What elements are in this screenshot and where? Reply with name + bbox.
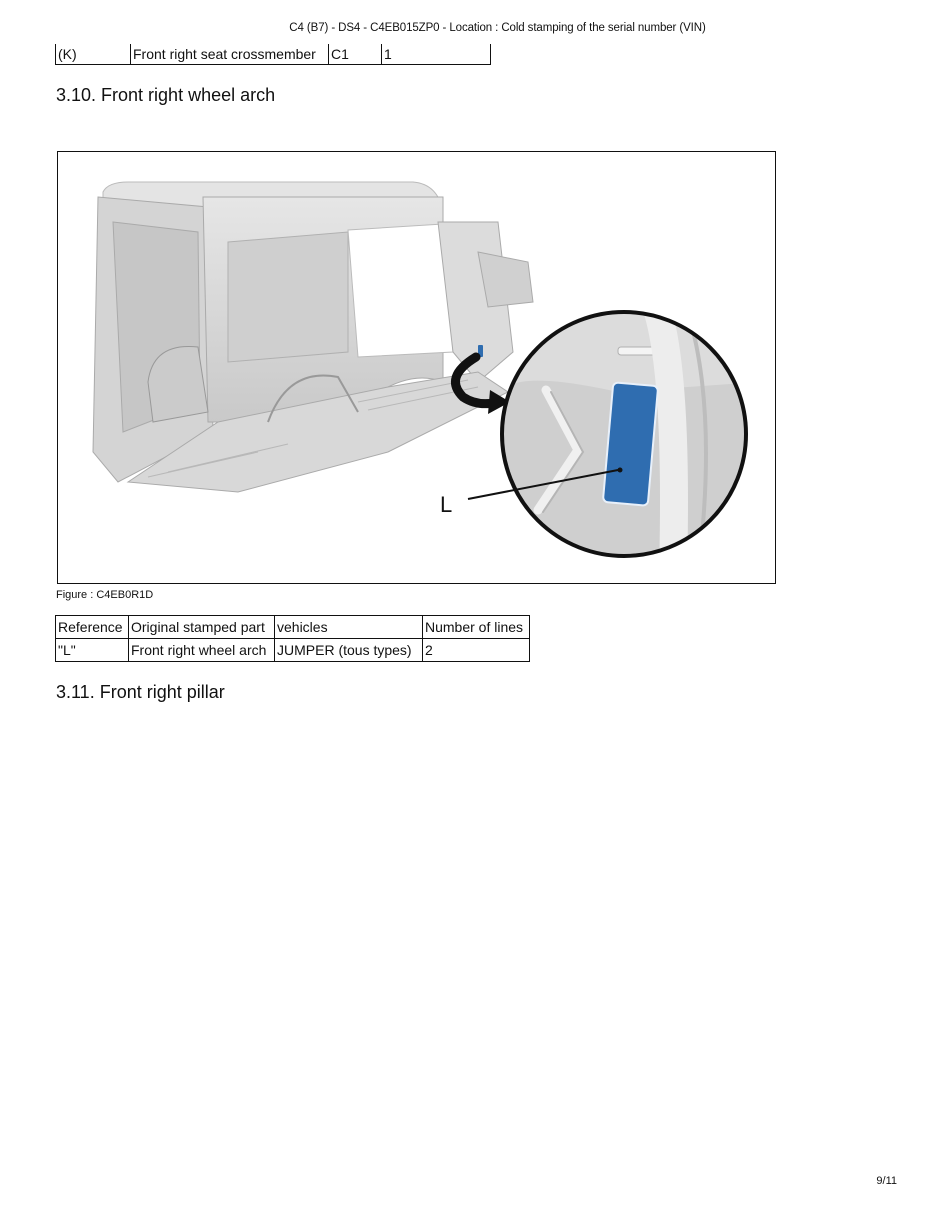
section-title-front-right-pillar: 3.11. Front right pillar [56, 682, 225, 702]
figure-caption: Figure : C4EB0R1D [56, 589, 154, 601]
figure-van-wheel-arch [57, 151, 776, 584]
table-header-row [56, 616, 530, 639]
page-header: C4 (B7) - DS4 - C4EB015ZP0 - Location : Cold stamping of the serial number (VIN) [289, 22, 706, 34]
van-illustration [58, 152, 775, 583]
stamping-reference-table [55, 615, 530, 662]
vehicle-cell: C1 [329, 44, 382, 65]
page-number: 9/11 [876, 1175, 897, 1187]
lines-cell: 1 [382, 44, 491, 65]
reference-cell: "L" [56, 639, 129, 662]
continued-stamping-table [55, 44, 491, 65]
vehicle-cell: JUMPER (tous types) [275, 639, 423, 662]
part-cell: Front right wheel arch [129, 639, 275, 662]
part-cell: Front right seat crossmember [131, 44, 329, 65]
header-original-stamped-part: Original stamped part [129, 616, 275, 639]
header-reference: Reference [56, 616, 129, 639]
lines-cell: 2 [423, 639, 530, 662]
header-number-of-lines: Number of lines [423, 616, 530, 639]
section-title-front-right-wheel-arch: 3.10. Front right wheel arch [56, 85, 276, 105]
table-row [56, 44, 491, 65]
callout-label-l: L [440, 492, 453, 517]
reference-cell: (K) [56, 44, 131, 65]
table-row [56, 639, 530, 662]
header-vehicles: vehicles [275, 616, 423, 639]
